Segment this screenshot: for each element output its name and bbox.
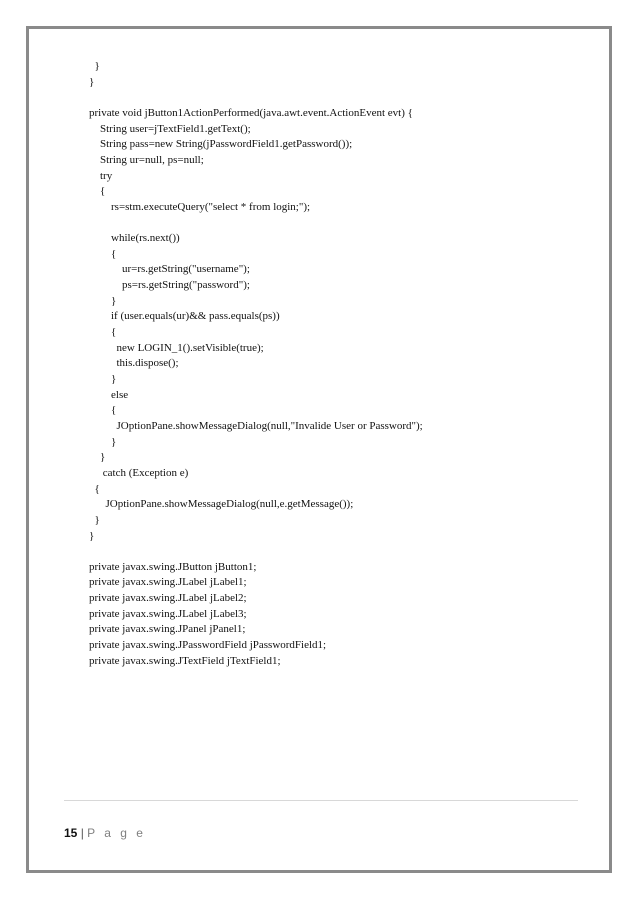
code-line: { <box>89 482 100 495</box>
code-line: } <box>89 60 100 72</box>
code-line: if (user.equals(ur)&& pass.equals(ps)) <box>89 310 280 323</box>
code-line: private javax.swing.JLabel jLabel2; <box>89 592 247 605</box>
code-line: } <box>89 294 117 307</box>
code-line: rs=stm.executeQuery("select * from login;"); <box>89 200 311 213</box>
code-line: private javax.swing.JButton jButton1; <box>89 560 257 573</box>
code-line: private javax.swing.JLabel jLabel3; <box>89 607 247 620</box>
code-line: private javax.swing.JLabel jLabel1; <box>89 576 247 589</box>
code-line: while(rs.next()) <box>89 232 180 245</box>
code-line: { <box>89 404 117 417</box>
code-line: String user=jTextField1.getText(); <box>89 122 251 135</box>
code-line: private javax.swing.JTextField jTextField1; <box>89 654 281 667</box>
footer-separator: | <box>77 826 88 840</box>
code-line: private void jButton1ActionPerformed(java.awt.event.ActionEvent evt) { <box>89 106 413 119</box>
code-line: ur=rs.getString("username"); <box>89 263 250 276</box>
code-line: } <box>89 513 100 526</box>
code-line: } <box>89 373 117 385</box>
code-line: { <box>89 247 117 260</box>
footer-rule <box>64 800 578 801</box>
page-number: 15 <box>64 826 78 840</box>
code-line: } <box>89 75 95 88</box>
code-line: { <box>89 185 106 198</box>
code-line: try <box>89 169 113 182</box>
code-line: private javax.swing.JPasswordField jPasswordField1; <box>89 639 327 652</box>
code-line: } <box>89 529 95 542</box>
code-line: catch (Exception e) <box>89 466 189 479</box>
page-footer <box>64 826 146 840</box>
code-line: } <box>89 435 117 448</box>
code-line: private javax.swing.JPanel jPanel1; <box>89 623 246 636</box>
page-label: P a g e <box>87 826 146 840</box>
code-line: String pass=new String(jPasswordField1.getPassword()); <box>89 138 353 151</box>
code-line: this.dispose(); <box>89 357 179 370</box>
code-line: new LOGIN_1().setVisible(true); <box>89 341 264 354</box>
code-line: { <box>89 326 117 339</box>
code-line: JOptionPane.showMessageDialog(null,e.getMessage()); <box>89 498 354 511</box>
code-line: } <box>89 451 106 464</box>
code-line: ps=rs.getString("password"); <box>89 279 250 292</box>
code-line: else <box>89 388 129 401</box>
code-line: JOptionPane.showMessageDialog(null,"Invalide User or Password"); <box>89 419 423 432</box>
code-line: String ur=null, ps=null; <box>89 153 204 166</box>
